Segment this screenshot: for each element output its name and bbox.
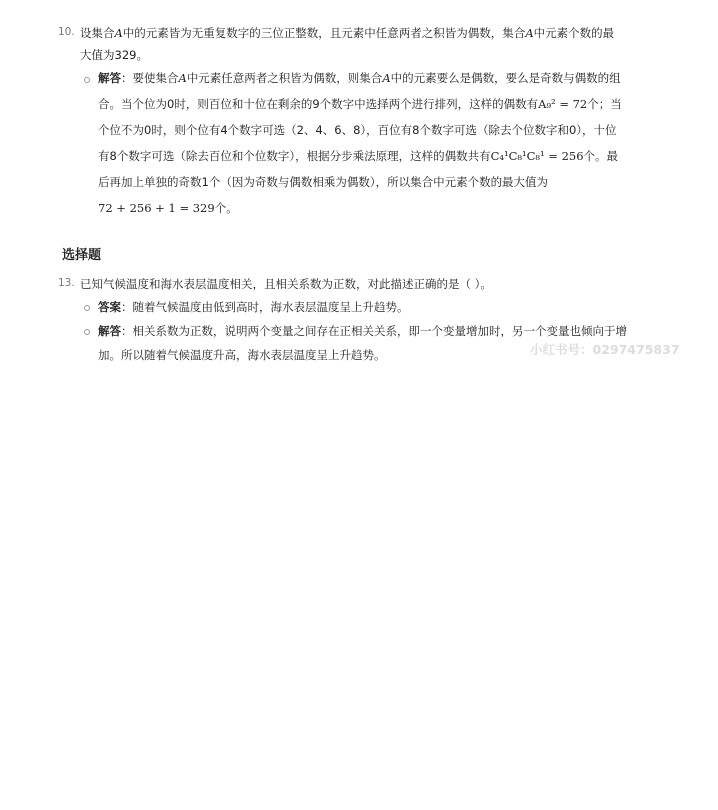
explanation-label: 解答 [98,324,121,338]
question-number: 10. [58,26,75,38]
answer-text-part: 个。 [214,201,238,215]
bullet-icon [84,329,90,335]
question-number: 13. [58,277,75,289]
math-variable: A [178,71,187,85]
answer-line [98,195,658,221]
answer-q13 [98,295,658,319]
answer-block-q10 [98,65,658,221]
answer-line [98,91,658,117]
section-title: 选择题 [62,248,102,263]
watermark-text: 小红书号：0297475837 [530,342,680,357]
bullet-icon [84,305,90,311]
bullet-icon [84,77,90,83]
answer-text-part: 个；当 [587,97,622,111]
answer-line [98,65,658,91]
answer-label: 答案 [98,300,121,314]
math-expression: 72 + 256 + 1 = 329 [98,201,215,215]
answer-text-part: 后再加上单独的奇数1个（因为奇数与偶数相乘为偶数），所以集合中元素个数的最大值为 [98,175,549,189]
answer-label: 解答 [98,71,121,85]
math-variable: A [382,71,391,85]
math-expression: A₉² = 72 [538,97,588,111]
question-text-part: 中的元素皆为无重复数字的三位正整数，且元素中任意两者之积皆为偶数，集合 [122,26,526,40]
answer-text-part: 有8个数字可选（除去百位和个位数字），根据分步乘法原理，这样的偶数共有 [98,149,491,163]
question-text: 已知气候温度和海水表层温度相关，且相关系数为正数，对此描述正确的是（ ）。 [80,277,492,291]
answer-text-part: 个位不为0时，则个位有4个数字可选（2、4、6、8），百位有8个数字可选（除去个位数字和0），十位 [98,123,617,137]
math-expression: C₄¹C₈¹C₈¹ = 256 [490,149,584,163]
question-text-part: 中元素个数的最 [533,26,615,40]
question-text-part: 设集合 [80,26,115,40]
explanation-text: 加。所以随着气候温度升高，海水表层温度呈上升趋势。 [98,348,386,362]
answer-text-part: 合。当个位为0时，则百位和十位在剩余的9个数字中选择两个进行排列，这样的偶数有 [98,97,539,111]
question-text [80,22,650,66]
answer-text-part: 中的元素要么是偶数，要么是奇数与偶数的组 [390,71,621,85]
answer-line [98,117,658,143]
answer-text-part: 中元素任意两者之积皆为偶数，则集合 [186,71,383,85]
answer-text-part: ：要使集合 [121,71,179,85]
math-variable: A [525,26,534,40]
answer-line [98,169,658,195]
answer-line [98,143,658,169]
math-variable: A [114,26,123,40]
answer-text-part: 个。最 [583,149,619,163]
answer-text: ：随着气候温度由低到高时，海水表层温度呈上升趋势。 [121,300,409,314]
question-text-part: 大值为329。 [80,48,148,62]
explanation-text: ：相关系数为正数，说明两个变量之间存在正相关关系，即一个变量增加时，另一个变量也倾向于增 [121,324,627,338]
